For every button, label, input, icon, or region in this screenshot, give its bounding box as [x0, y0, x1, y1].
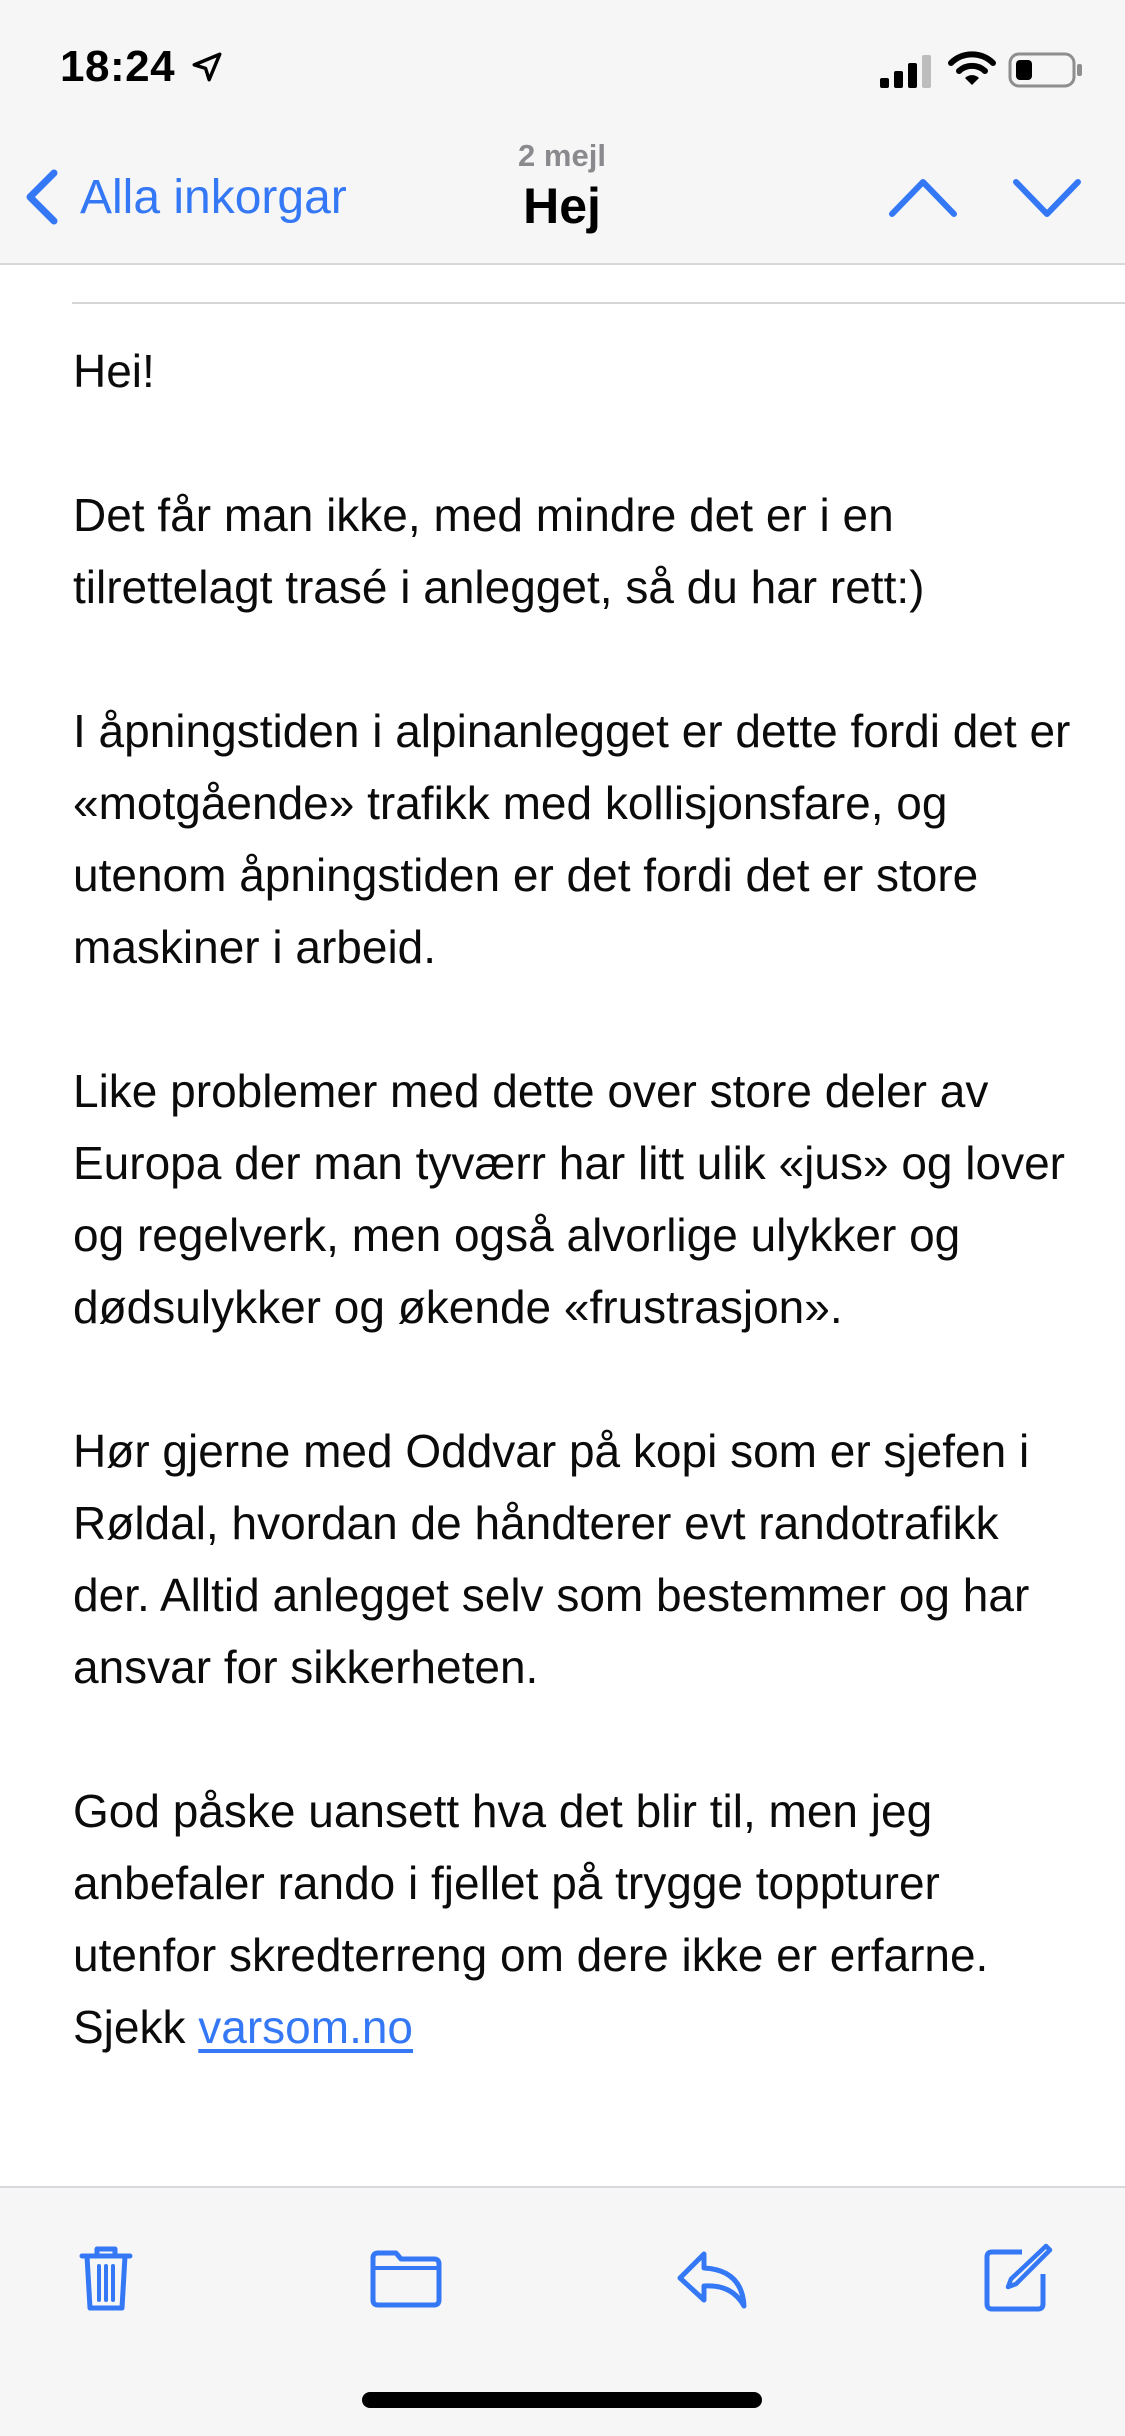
trash-button[interactable] [64, 2236, 148, 2320]
compose-button[interactable] [976, 2236, 1060, 2320]
chevron-up-icon [888, 172, 958, 222]
wifi-icon [948, 50, 996, 88]
message-count: 2 mejl [518, 138, 606, 173]
reply-button[interactable] [670, 2236, 754, 2320]
back-label: Alla inkorgar [80, 170, 347, 224]
message-paragraph: I åpningstiden i alpinanlegget er dette fordi det er «motgående» trafikk med kollisjonsfare, og utenom åpningstiden er det fordi det er store maskiner i arbeid. [73, 705, 1071, 973]
signal-icon [880, 54, 934, 88]
message-paragraph: Hei! [73, 345, 155, 397]
nav-bar [0, 132, 1125, 265]
header-divider [72, 302, 1125, 304]
compose-icon [980, 2240, 1056, 2316]
move-to-folder-button[interactable] [364, 2236, 448, 2320]
chevron-left-icon [22, 167, 62, 227]
varsom-link[interactable]: varsom.no [198, 2001, 414, 2053]
message-body [73, 335, 1083, 2063]
status-time: 18:24 [60, 42, 176, 91]
trash-icon [68, 2240, 144, 2316]
previous-message-button[interactable] [888, 172, 958, 222]
home-indicator[interactable] [362, 2392, 762, 2408]
message-paragraph-last [73, 1775, 1083, 2063]
reply-icon [674, 2240, 750, 2316]
chevron-down-icon [1012, 172, 1082, 222]
location-arrow-icon [190, 50, 224, 84]
status-bar [0, 0, 1125, 132]
next-message-button[interactable] [1012, 172, 1082, 222]
back-button[interactable] [22, 162, 347, 232]
page-title: Hej [523, 178, 601, 234]
message-paragraph: Det får man ikke, med mindre det er i en tilrettelagt trasé i anlegget, så du har rett:) [73, 489, 925, 613]
message-paragraph: Hør gjerne med Oddvar på kopi som er sjefen i Røldal, hvordan de håndterer evt randotrafikk der. Alltid anlegget selv som bestemmer og har ansvar for sikkerheten. [73, 1425, 1030, 1693]
message-paragraph-text: God påske uansett hva det blir til, men jeg anbefaler rando i fjellet på trygge toppturer utenfor skredterreng om dere ikke er erfarne. Sjekk [73, 1785, 989, 2053]
folder-icon [368, 2240, 444, 2316]
nav-title-group [412, 136, 712, 236]
battery-icon [1008, 52, 1084, 88]
message-paragraph: Like problemer med dette over store deler av Europa der man tyværr har litt ulik «jus» og lover og regelverk, men også alvorlige ulykker og dødsulykker og økende «frustrasjon». [73, 1065, 1065, 1333]
top-chrome [0, 0, 1125, 265]
